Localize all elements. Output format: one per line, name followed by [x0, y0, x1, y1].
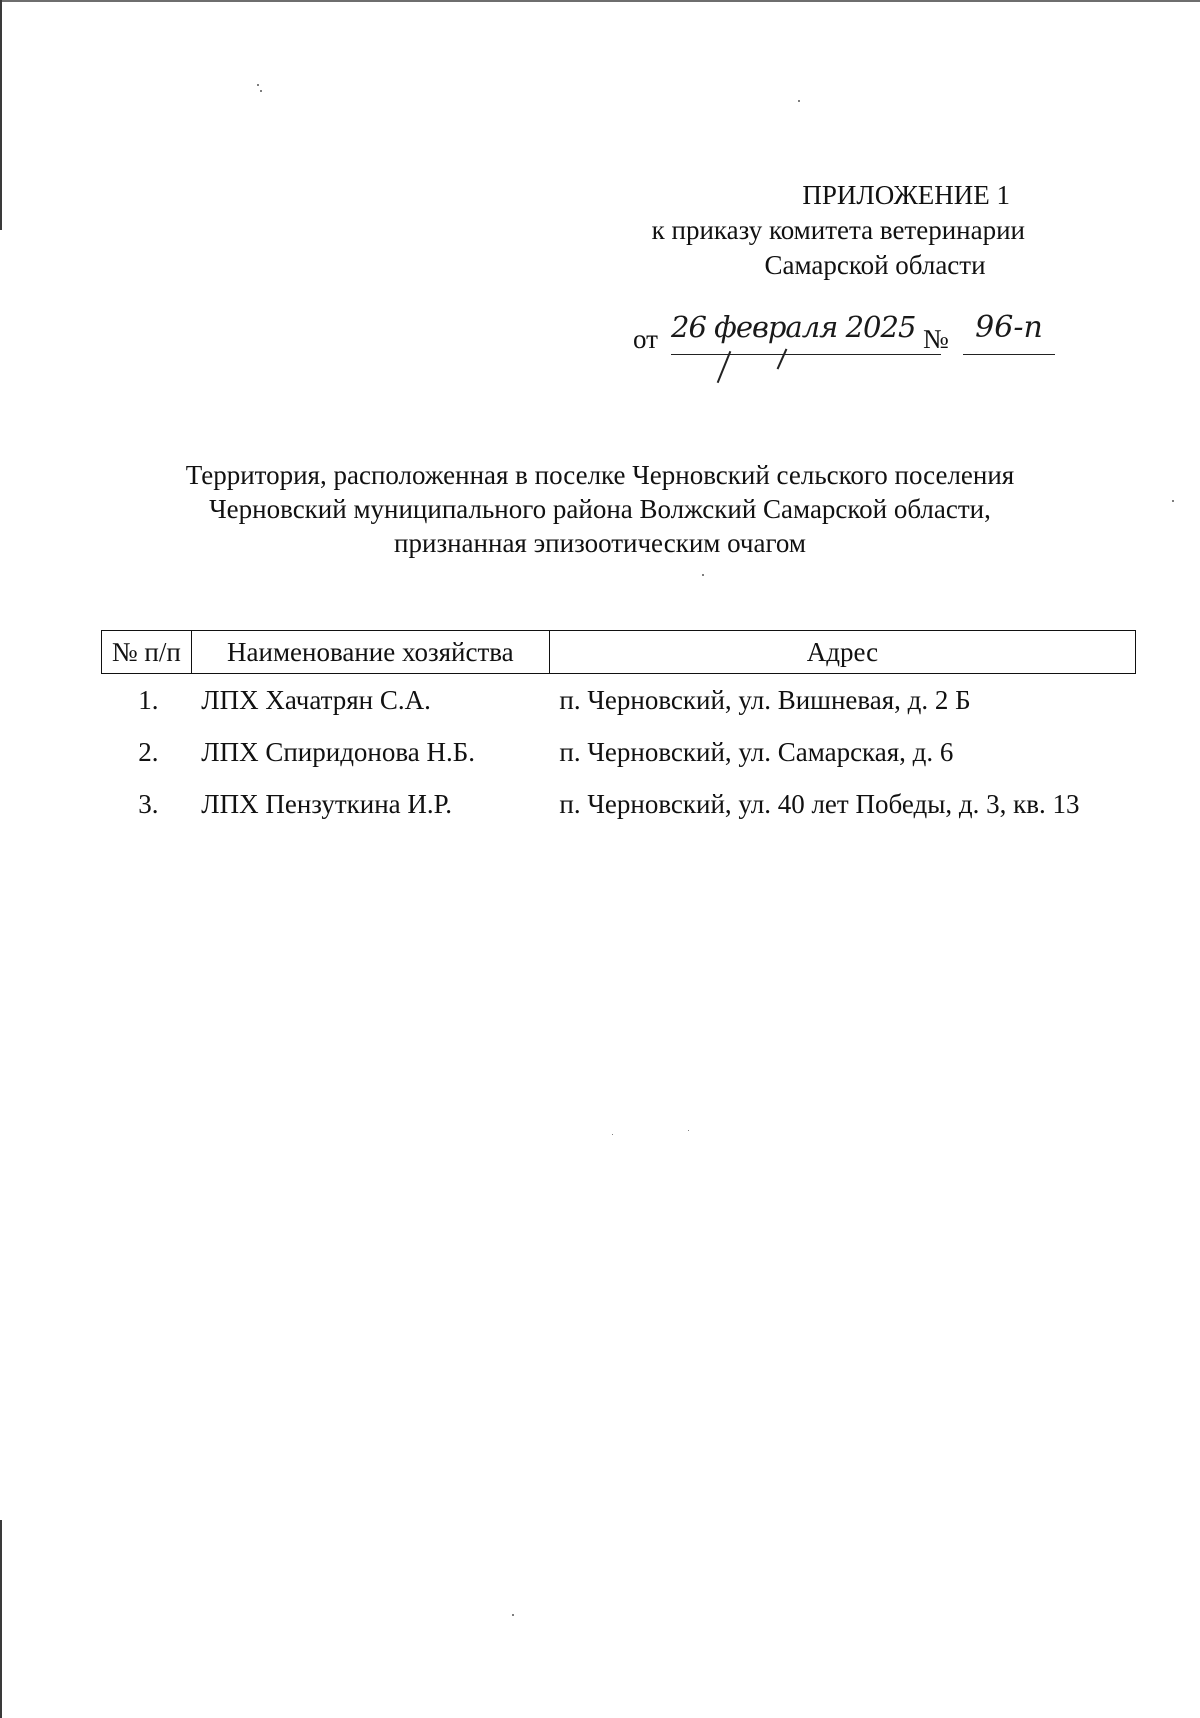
column-header-address: Адрес: [549, 631, 1135, 674]
table-row: [102, 778, 1136, 830]
order-prefix: от: [633, 324, 658, 354]
scan-speck: [512, 1614, 514, 1616]
appendix-block: [545, 178, 1025, 283]
farm-name: ЛПХ Пензуткина И.Р.: [201, 788, 453, 819]
table-row: [102, 726, 1136, 778]
scan-speck: [702, 574, 704, 576]
farms-table: [101, 630, 1136, 830]
scan-speck: [260, 90, 262, 92]
table-header-row: [102, 631, 1136, 674]
heading-line: Черновский муниципального района Волжский Самарской области,: [209, 494, 991, 524]
handwriting-stroke: [717, 351, 732, 383]
scan-edge-left: [0, 0, 2, 230]
heading-line: Территория, расположенная в поселке Черновский сельского поселения: [185, 460, 1015, 490]
heading-line: признанная эпизоотическим очагом: [394, 528, 806, 558]
row-number: 1.: [138, 684, 159, 715]
document-heading: [150, 458, 1050, 560]
appendix-title: ПРИЛОЖЕНИЕ 1: [802, 180, 1010, 210]
appendix-reference: к приказу комитета ветеринарии: [651, 215, 1025, 245]
scan-speck: [798, 100, 800, 102]
order-date-number: [633, 310, 1133, 380]
handwritten-number: 96-п: [963, 310, 1055, 355]
scan-edge-left-lower: [0, 1520, 2, 1718]
row-number: 3.: [138, 788, 159, 819]
row-number: 2.: [138, 736, 159, 767]
farm-name: ЛПХ Хачатрян С.А.: [201, 684, 431, 715]
farm-address: п. Черновский, ул. Самарская, д. 6: [559, 736, 954, 767]
scan-speck: [257, 84, 259, 86]
column-header-number: № п/п: [102, 631, 192, 674]
appendix-region: Самарской области: [764, 250, 986, 280]
table-row: [102, 674, 1136, 727]
farm-address: п. Черновский, ул. Вишневая, д. 2 Б: [559, 684, 971, 715]
scan-speck: [1172, 500, 1174, 502]
scan-edge-top: [0, 0, 1200, 2]
handwritten-date: 26 февраля 2025: [671, 310, 941, 355]
farm-address: п. Черновский, ул. 40 лет Победы, д. 3, кв. 13: [559, 788, 1080, 819]
scan-speck: [612, 1134, 613, 1135]
farm-name: ЛПХ Спиридонова Н.Б.: [201, 736, 476, 767]
scan-speck: [688, 1130, 689, 1131]
number-sign: №: [923, 324, 949, 354]
column-header-farm-name: Наименование хозяйства: [191, 631, 549, 674]
